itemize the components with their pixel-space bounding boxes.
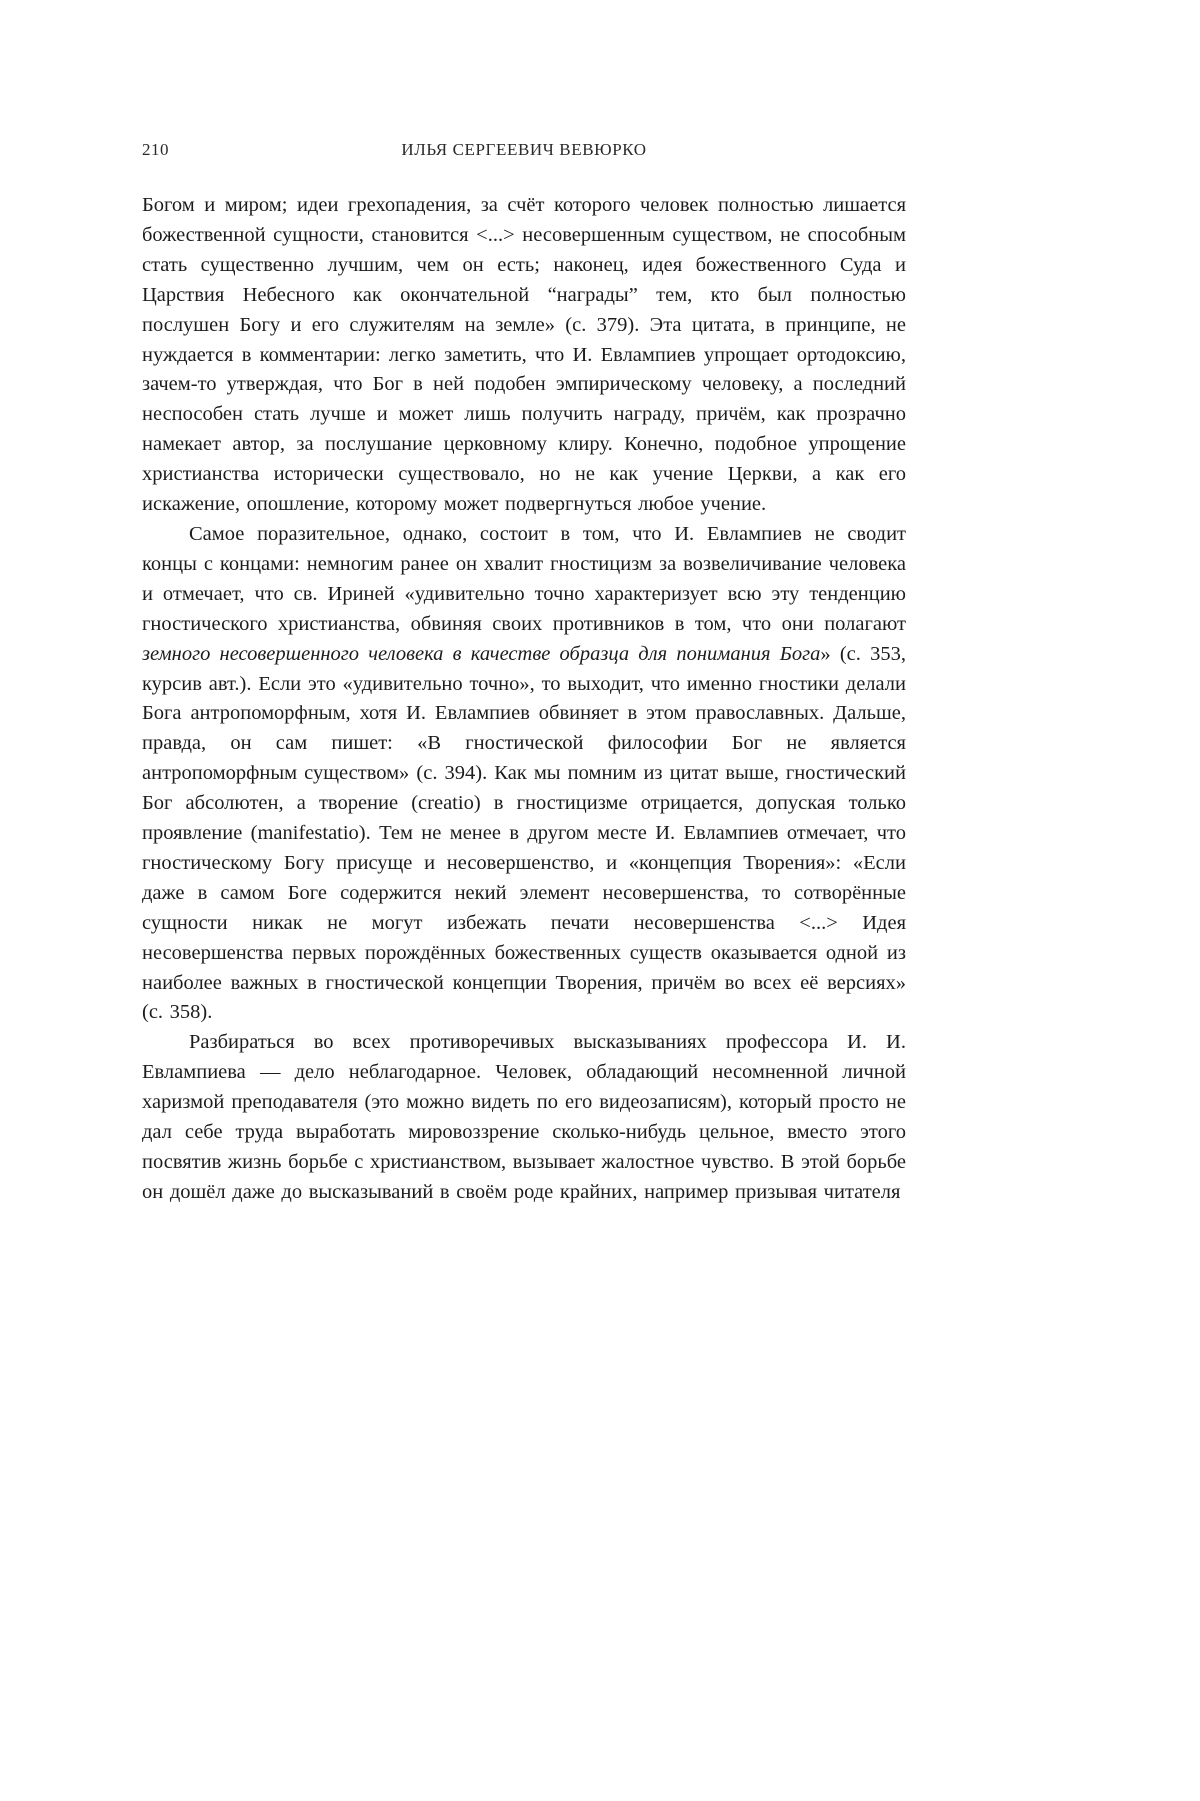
text-run: Богом и миром; идеи грехопадения, за счёт которого человек полностью лишается божественной сущности, становится <...> несовершенным существом, не способным стать существенно лучшим, чем он есть; наконец, идея божественного Суда и Царствия Небесного как окончательной “награды” тем, кто был полностью послушен Богу и его служителям на земле» (с. 379). Эта цитата, в принципе, не нуждается в комментарии: легко заметить, что И. Евлампиев упрощает ортодоксию, зачем-то утверждая, что Бог в ней подобен эмпирическому человеку, а последний неспособен стать лучше и может лишь получить награду, причём, как прозрачно намекает автор, за послушание церковному клиру. Конечно, подобное упрощение христианства исторически существовало, но не как учение Церкви, а как его искажение, опошление, которому может подвергнуться любое учение. [142,194,906,516]
paragraph [142,191,906,520]
text-run: Самое поразительное, однако, состоит в том, что И. Евлампиев не сводит концы с концами: немногим ранее он хвалит гностицизм за возвеличивание человека и отмечает, что св. Ириней «удивительно точно характеризует всю эту тенденцию гностического христианства, обвиняя своих противников в том, что они полагают [142,522,906,635]
running-title: ИЛЬЯ СЕРГЕЕВИЧ ВЕВЮРКО [401,140,647,159]
page-header [142,140,906,164]
paragraph [142,1028,906,1207]
body-text [142,191,906,1208]
page-number: 210 [142,140,169,159]
italic-text-run: земного несовершенного человека в качестве образца для понимания Бога [142,642,821,665]
text-run: » (с. 353, курсив авт.). Если это «удивительно точно», то выходит, что именно гностики делали Бога антропоморфным, хотя И. Евлампиев обвиняет в этом православных. Дальше, правда, он сам пишет: «В гностической философии Бог не является антропоморфным существом» (с. 394). Как мы помним из цитат выше, гностический Бог абсолютен, а творение (creatio) в гностицизме отрицается, допуская только проявление (manifestatio). Тем не менее в другом месте И. Евлампиев отмечает, что гностическому Богу присуще и несовершенство, и «концепция Творения»: «Если даже в самом Боге содержится некий элемент несовершенства, то сотворённые сущности никак не могут избежать печати несовершенства <...> Идея несовершенства первых порождённых божественных существ оказывается одной из наиболее важных в гностической концепции Творения, причём во всех её версиях» (с. 358). [142,642,906,1024]
text-run: Разбираться во всех противоречивых высказываниях профессора И. И. Евлампиева — дело неблагодарное. Человек, обладающий несомненной личной харизмой преподавателя (это можно видеть по его видеозаписям), который просто не дал себе труда выработать мировоззрение сколько-нибудь цельное, вместо этого посвятив жизнь борьбе с христианством, вызывает жалостное чувство. В этой борьбе он дошёл даже до высказываний в своём роде крайних, например призывая читателя [142,1031,906,1203]
paragraph [142,520,906,1028]
